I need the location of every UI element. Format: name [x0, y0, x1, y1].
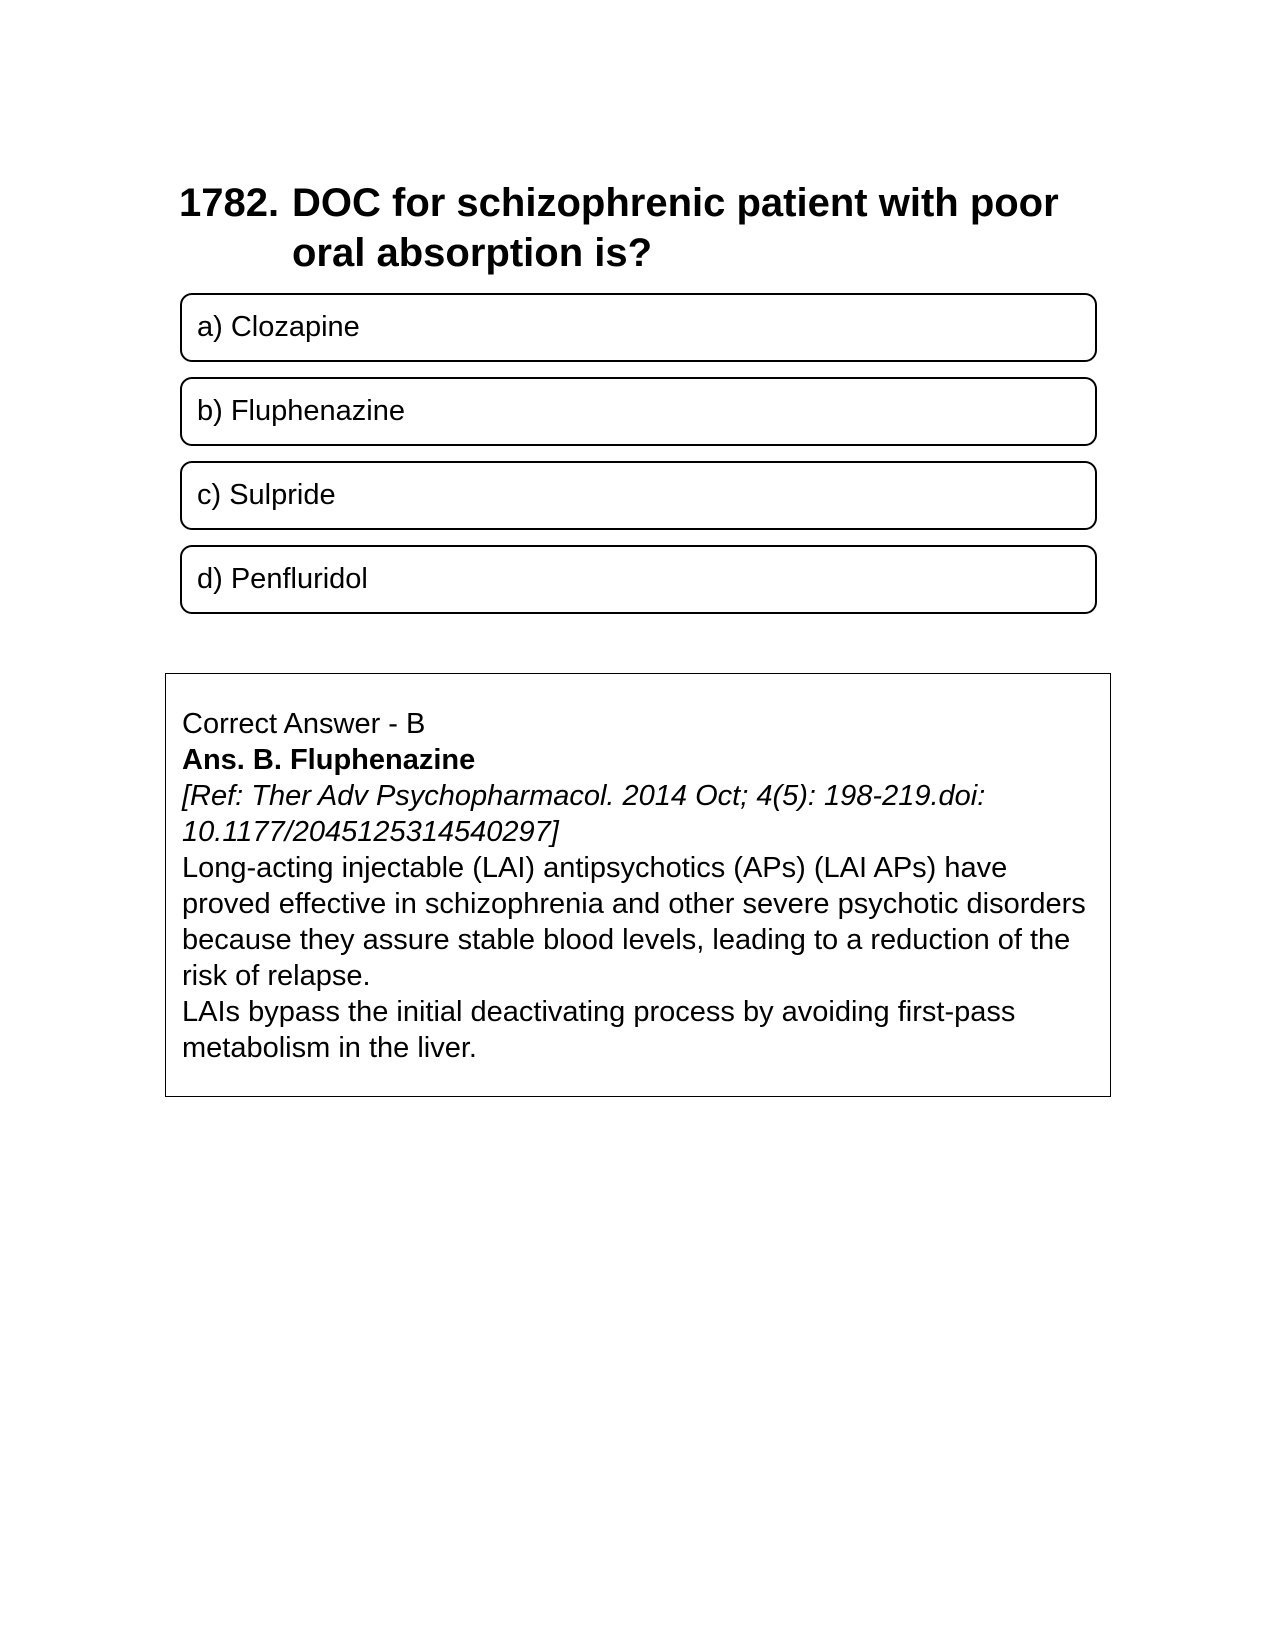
- question-heading: [179, 178, 1099, 278]
- option-a-label: a) Clozapine: [197, 311, 360, 343]
- option-d[interactable]: [180, 545, 1097, 614]
- explanation-paragraph-1: Long-acting injectable (LAI) antipsychotics (APs) (LAI APs) have proved effective in schizophrenia and other severe psychotic disorders because they assure stable blood levels, leading to a reduction of the risk of relapse.: [182, 852, 1086, 992]
- option-b-label: b) Fluphenazine: [197, 395, 405, 427]
- option-c[interactable]: [180, 461, 1097, 530]
- option-a[interactable]: [180, 293, 1097, 362]
- answer-title: Ans. B. Fluphenazine: [182, 744, 476, 776]
- options-list: [180, 293, 1097, 629]
- question-text: DOC for schizophrenic patient with poor oral absorption is?: [292, 181, 1059, 275]
- correct-answer-line: Correct Answer - B: [182, 708, 426, 740]
- option-b[interactable]: [180, 377, 1097, 446]
- question-number: 1782.: [179, 181, 280, 225]
- reference-citation: [Ref: Ther Adv Psychopharmacol. 2014 Oct; 4(5): 198-219.doi: 10.1177/2045125314540297]: [182, 780, 986, 848]
- answer-explanation-box: [165, 673, 1111, 1097]
- option-d-label: d) Penfluridol: [197, 563, 368, 595]
- option-c-label: c) Sulpride: [197, 479, 336, 511]
- explanation-paragraph-2: LAIs bypass the initial deactivating process by avoiding first-pass metabolism in the liver.: [182, 996, 1016, 1064]
